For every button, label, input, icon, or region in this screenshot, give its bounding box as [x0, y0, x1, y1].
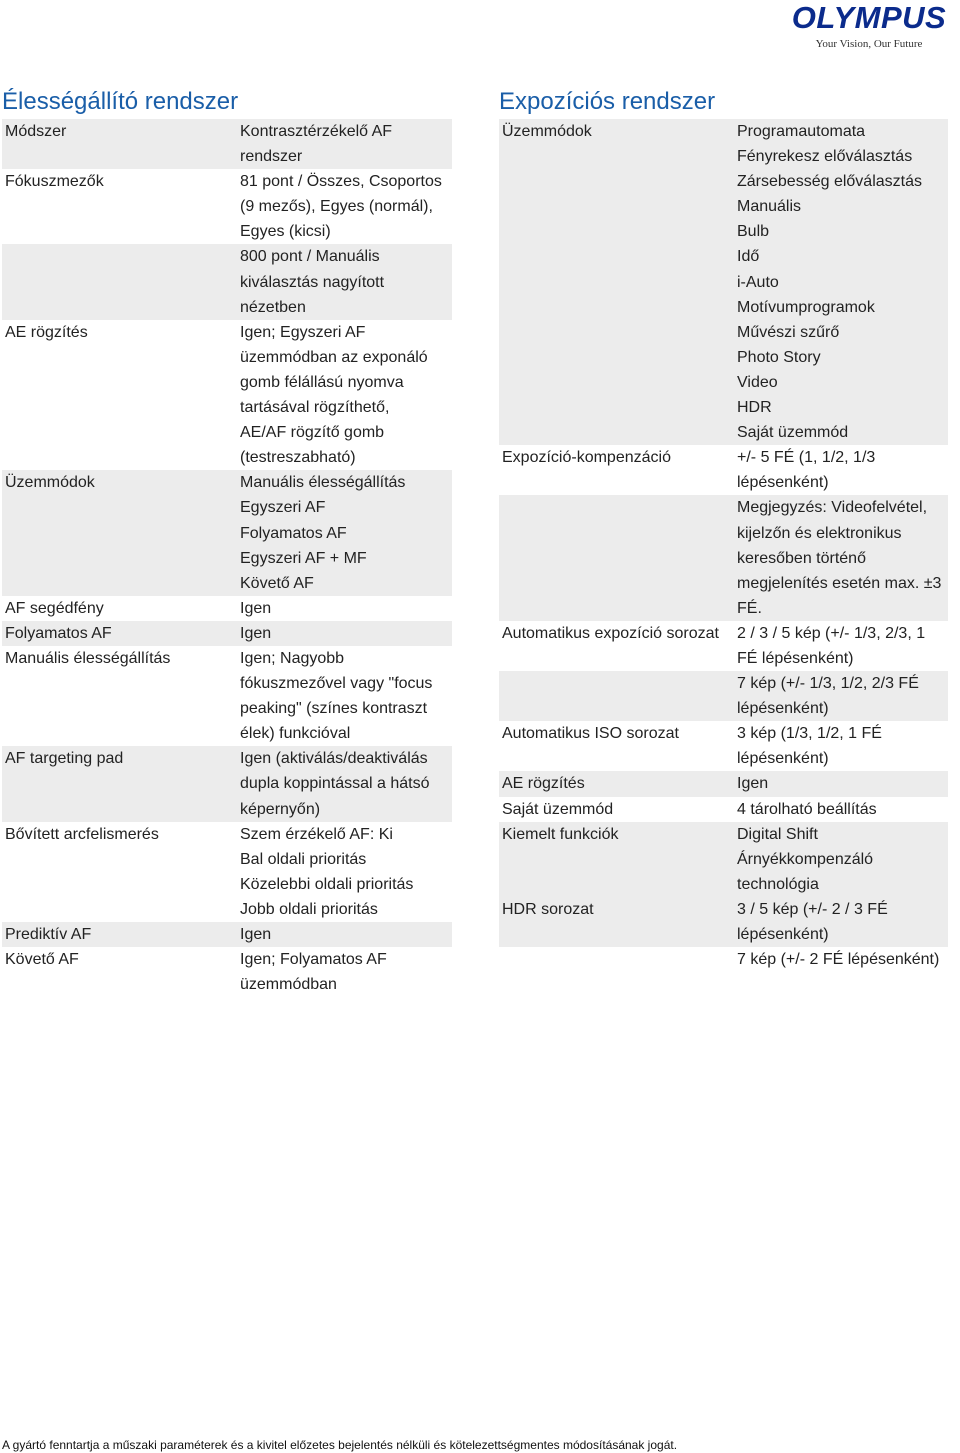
spec-row — [2, 244, 452, 319]
spec-value-line: Igen — [240, 624, 272, 642]
spec-row — [2, 822, 452, 922]
spec-value — [235, 320, 452, 471]
spec-value-line: Igen — [240, 926, 272, 943]
spec-value-line: Saját üzemmód — [737, 424, 849, 442]
spec-value-line: Szem érzékelő AF: Ki — [240, 825, 393, 843]
spec-value-line: Motívumprogramok — [737, 298, 875, 316]
spec-value-line: 3 / 5 kép (+/- 2 / 3 FÉ — [737, 900, 888, 918]
spec-value-line: Igen (aktiválás/deaktiválás — [240, 750, 428, 768]
spec-value-line: Bal oldali prioritás — [240, 850, 367, 868]
spec-value-line: lépésenként) — [737, 750, 829, 768]
spec-label: Fókuszmezők — [5, 173, 104, 191]
spec-value-line: FÉ lépésenként) — [737, 649, 854, 667]
spec-value — [235, 822, 452, 922]
spec-value-line: Manuális élességállítás — [240, 474, 406, 492]
spec-value — [235, 646, 452, 746]
spec-value-line: 2 / 3 / 5 kép (+/- 1/3, 2/3, 1 — [737, 624, 926, 642]
spec-value — [235, 470, 452, 595]
spec-value-line: Egyszeri AF — [240, 499, 326, 517]
spec-value-line: keresőben történő — [737, 549, 866, 567]
spec-label — [499, 947, 732, 972]
spec-value — [235, 244, 452, 319]
spec-row — [499, 822, 948, 897]
spec-row — [2, 119, 452, 169]
spec-value — [732, 621, 948, 671]
legal-disclaimer: A gyártó fenntartja a műszaki paraméterek és a kivitel előzetes bejelentés nélküli és kötelezettségmentes módosításának jogát. — [2, 1438, 678, 1452]
spec-value-line: 7 kép (+/- 2 FÉ lépésenként) — [737, 951, 940, 969]
spec-value-line: lépésenként) — [737, 474, 829, 492]
spec-label: Prediktív AF — [2, 922, 235, 947]
spec-row — [2, 169, 452, 244]
spec-label: AF targeting pad — [2, 746, 235, 821]
spec-label: Módszer — [2, 119, 235, 169]
spec-value-line: Követő AF — [240, 574, 314, 592]
spec-value-line: 3 kép (1/3, 1/2, 1 FÉ — [737, 725, 882, 743]
spec-row — [2, 922, 452, 947]
spec-label: Automatikus expozíció sorozat — [502, 624, 719, 642]
spec-value-line: Zársebesség előválasztás — [737, 173, 922, 191]
spec-row — [2, 746, 452, 821]
spec-value-line: Igen; Nagyobb — [240, 649, 345, 667]
brand-tagline: Your Vision, Our Future — [815, 38, 923, 50]
spec-row — [499, 721, 948, 771]
spec-row — [499, 897, 948, 947]
spec-label: Bővített arcfelismerés — [5, 825, 159, 843]
spec-value-line: képernyőn) — [240, 800, 321, 818]
spec-value — [732, 897, 948, 947]
spec-row — [2, 320, 452, 471]
spec-value-line: Bulb — [737, 223, 770, 241]
spec-value — [732, 445, 948, 495]
spec-value-line: rendszer — [240, 148, 303, 166]
spec-value-line: Igen; Egyszeri AF — [240, 323, 366, 341]
exposure-system-title: Expozíciós rendszer — [499, 88, 716, 115]
spec-value-line: Manuális — [737, 198, 802, 216]
spec-label: Expozíció-kompenzáció — [502, 449, 671, 467]
spec-row — [499, 797, 948, 822]
spec-value-line: kiválasztás nagyított — [240, 273, 385, 291]
spec-row — [499, 671, 948, 721]
spec-label — [499, 671, 732, 721]
spec-label: Követő AF — [5, 951, 79, 969]
spec-value-line: +/- 5 FÉ (1, 1/2, 1/3 — [737, 449, 876, 467]
spec-value-line: Folyamatos AF — [240, 524, 347, 542]
spec-value-line: Fényrekesz előválasztás — [737, 148, 913, 166]
spec-value — [732, 822, 948, 897]
spec-value-line: Közelebbi oldali prioritás — [240, 875, 414, 893]
spec-label: Üzemmódok — [499, 119, 732, 445]
spec-value-line: kijelzőn és elektronikus — [737, 524, 902, 542]
spec-label — [2, 244, 235, 319]
spec-value — [235, 746, 452, 821]
spec-value-line: üzemmódban az exponáló — [240, 348, 428, 366]
spec-value — [732, 771, 948, 796]
spec-row — [2, 470, 452, 595]
spec-value — [235, 169, 452, 244]
spec-value — [732, 947, 948, 972]
spec-label: Manuális élességállítás — [5, 649, 171, 667]
spec-value-line: lépésenként) — [737, 926, 829, 943]
spec-value-line: (9 mezős), Egyes (normál), — [240, 198, 433, 216]
spec-value-line: Kontrasztérzékelő AF — [240, 123, 393, 140]
spec-value — [732, 797, 948, 822]
spec-value — [235, 596, 452, 621]
spec-value-line: peaking" (színes kontraszt — [240, 700, 428, 718]
spec-value-line: 7 kép (+/- 1/3, 1/2, 2/3 FÉ — [737, 675, 919, 693]
spec-value — [235, 119, 452, 169]
spec-value-line: dupla koppintással a hátsó — [240, 775, 430, 793]
spec-value-line: technológia — [737, 875, 819, 893]
spec-label: Automatikus ISO sorozat — [502, 725, 679, 743]
spec-row — [499, 621, 948, 671]
focus-system-title: Élességállító rendszer — [2, 88, 239, 115]
spec-value-line: 4 tárolható beállítás — [737, 800, 877, 818]
spec-label: Üzemmódok — [2, 470, 235, 595]
spec-value-line: megjelenítés esetén max. ±3 — [737, 574, 942, 592]
spec-label — [499, 495, 732, 620]
spec-row — [499, 445, 948, 495]
spec-value-line: AE/AF rögzítő gomb — [240, 424, 385, 442]
spec-value-line: HDR — [737, 399, 772, 417]
spec-value-line: nézetben — [240, 298, 306, 316]
spec-value-line: Művészi szűrő — [737, 323, 840, 341]
spec-row — [499, 495, 948, 620]
spec-value-line: Igen; Folyamatos AF — [240, 951, 387, 969]
spec-value-line: (testreszabható) — [240, 449, 356, 467]
spec-value-line: Idő — [737, 248, 760, 266]
spec-label: Saját üzemmód — [502, 800, 614, 818]
spec-value-line: Igen — [737, 775, 769, 793]
spec-value-line: élek) funkcióval — [240, 725, 351, 743]
spec-row — [2, 947, 452, 997]
spec-value-line: Digital Shift — [737, 825, 818, 843]
spec-label: AF segédfény — [5, 599, 104, 617]
spec-value-line: fókuszmezővel vagy "focus — [240, 675, 433, 693]
brand-logo — [784, 2, 954, 51]
spec-value-line: Photo Story — [737, 348, 821, 366]
spec-value — [235, 947, 452, 997]
spec-value — [235, 922, 452, 947]
spec-value-line: Video — [737, 373, 778, 391]
spec-label: Folyamatos AF — [2, 621, 235, 646]
spec-value-line: Egyes (kicsi) — [240, 223, 331, 241]
focus-spec-table — [2, 119, 452, 997]
spec-value-line: tartásával rögzíthető, — [240, 399, 390, 417]
spec-value-line: Igen — [240, 599, 272, 617]
spec-value-line: Programautomata — [737, 123, 866, 140]
spec-label: HDR sorozat — [499, 897, 732, 947]
spec-value-line: Árnyékkompenzáló — [737, 850, 874, 868]
spec-row — [2, 646, 452, 746]
spec-label: AE rögzítés — [499, 771, 732, 796]
spec-value-line: Egyszeri AF + MF — [240, 549, 367, 567]
brand-name: OLYMPUS — [791, 0, 947, 35]
spec-row — [2, 596, 452, 621]
spec-value — [732, 671, 948, 721]
exposure-spec-table — [499, 119, 948, 972]
spec-row — [499, 119, 948, 445]
spec-value-line: lépésenként) — [737, 700, 829, 718]
spec-value-line: üzemmódban — [240, 976, 337, 994]
spec-value-line: Megjegyzés: Videofelvétel, — [737, 499, 928, 517]
spec-row — [499, 947, 948, 972]
spec-value-line: Jobb oldali prioritás — [240, 900, 378, 918]
spec-value — [732, 721, 948, 771]
spec-value — [235, 621, 452, 646]
spec-value-line: 81 pont / Összes, Csoportos — [240, 173, 442, 191]
spec-value-line: gomb félállású nyomva — [240, 373, 404, 391]
spec-value — [732, 495, 948, 620]
spec-label: Kiemelt funkciók — [499, 822, 732, 897]
spec-value — [732, 119, 948, 445]
spec-row — [2, 621, 452, 646]
spec-row — [499, 771, 948, 796]
spec-value-line: 800 pont / Manuális — [240, 248, 380, 266]
spec-label: AE rögzítés — [5, 323, 88, 341]
spec-value-line: i-Auto — [737, 273, 779, 291]
spec-value-line: FÉ. — [737, 599, 762, 617]
